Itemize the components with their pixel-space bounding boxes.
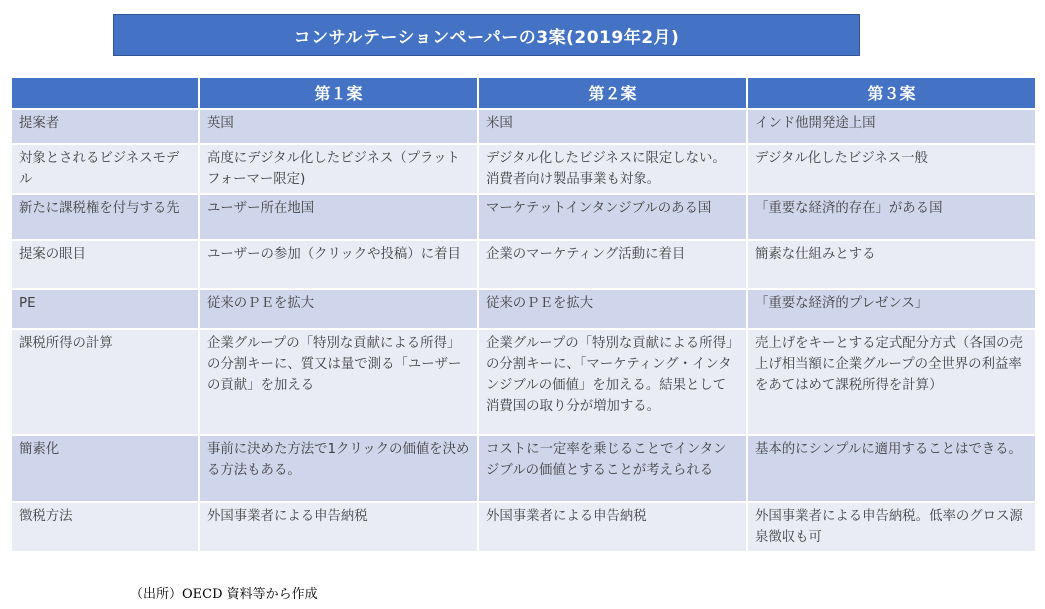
header-cell-plan-3: 第３案 <box>747 77 1036 109</box>
cell-plan-1: 企業グループの「特別な貢献による所得」の分割キーに、質又は量で測る「ユーザーの貢献」を加える <box>199 329 478 435</box>
source-note: （出所）OECD 資料等から作成 <box>130 587 318 602</box>
row-label: 対象とされるビジネスモデル <box>11 144 199 194</box>
cell-plan-1: 英国 <box>199 109 478 144</box>
cell-plan-2: 外国事業者による申告納税 <box>478 502 747 552</box>
cell-plan-1: 高度にデジタル化したビジネス（プラットフォーマー限定) <box>199 144 478 194</box>
cell-plan-3: 「重要な経済的存在」がある国 <box>747 194 1036 240</box>
table-header-row <box>11 77 1036 109</box>
cell-plan-1: 事前に決めた方法で1クリックの価値を決める方法もある。 <box>199 435 478 502</box>
cell-plan-3: デジタル化したビジネス一般 <box>747 144 1036 194</box>
table-row <box>11 240 1036 289</box>
cell-plan-2: 米国 <box>478 109 747 144</box>
page-title: コンサルテーションペーパーの3案(2019年2月) <box>113 14 860 56</box>
cell-plan-1: 従来のＰＥを拡大 <box>199 289 478 329</box>
row-label: 新たに課税権を付与する先 <box>11 194 199 240</box>
cell-plan-1: ユーザー所在地国 <box>199 194 478 240</box>
row-label: 提案の眼目 <box>11 240 199 289</box>
row-label: 課税所得の計算 <box>11 329 199 435</box>
row-label: 簡素化 <box>11 435 199 502</box>
comparison-table <box>10 76 1037 553</box>
cell-plan-3: 「重要な経済的プレゼンス」 <box>747 289 1036 329</box>
cell-plan-1: 外国事業者による申告納税 <box>199 502 478 552</box>
table-row <box>11 289 1036 329</box>
header-cell-plan-2: 第２案 <box>478 77 747 109</box>
cell-plan-2: コストに一定率を乗じることでインタンジブルの価値とすることが考えられる <box>478 435 747 502</box>
cell-plan-3: インド他開発途上国 <box>747 109 1036 144</box>
cell-plan-3: 売上げをキーとする定式配分方式（各国の売上げ相当額に企業グループの全世界の利益率をあてはめて課税所得を計算） <box>747 329 1036 435</box>
cell-plan-2: デジタル化したビジネスに限定しない。消費者向け製品事業も対象。 <box>478 144 747 194</box>
cell-plan-2: マーケテットインタンジブルのある国 <box>478 194 747 240</box>
row-label: 徴税方法 <box>11 502 199 552</box>
header-cell-plan-1: 第１案 <box>199 77 478 109</box>
cell-plan-1: ユーザーの参加（クリックや投稿）に着目 <box>199 240 478 289</box>
table-row <box>11 435 1036 502</box>
header-cell-empty <box>11 77 199 109</box>
table-row <box>11 329 1036 435</box>
cell-plan-2: 企業グループの「特別な貢献による所得」の分割キーに、「マーケティング・インタンジブルの価値」を加える。結果として消費国の取り分が増加する。 <box>478 329 747 435</box>
cell-plan-2: 企業のマーケティング活動に着目 <box>478 240 747 289</box>
table-row <box>11 502 1036 552</box>
table-row <box>11 144 1036 194</box>
row-label: PE <box>11 289 199 329</box>
table-row <box>11 109 1036 144</box>
row-label: 提案者 <box>11 109 199 144</box>
cell-plan-3: 基本的にシンプルに適用することはできる。 <box>747 435 1036 502</box>
cell-plan-3: 外国事業者による申告納税。低率のグロス源泉徴収も可 <box>747 502 1036 552</box>
table-row <box>11 194 1036 240</box>
cell-plan-3: 簡素な仕組みとする <box>747 240 1036 289</box>
cell-plan-2: 従来のＰＥを拡大 <box>478 289 747 329</box>
